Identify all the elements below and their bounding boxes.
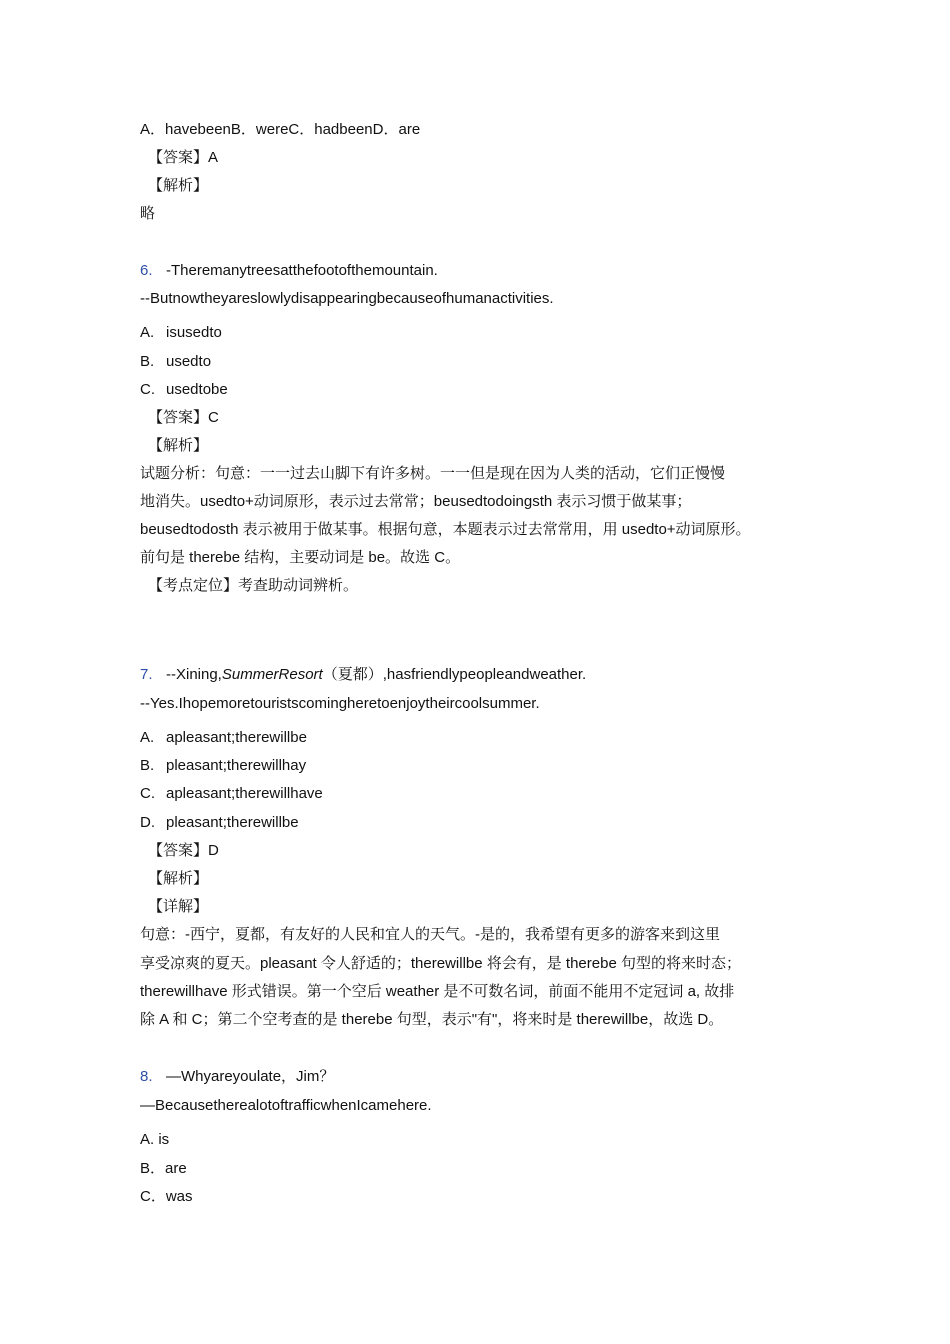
q8-option-b: B．are — [140, 1160, 187, 1177]
q8-option-c: C．was — [140, 1188, 193, 1205]
q6-explanation-line3: beusedtodosth 表示被用于做某事。根据句意，本题表示过去常常用，用 usedto+动词原形。 — [140, 521, 751, 538]
q7-option-c-text: apleasant;therewillhave — [166, 785, 323, 802]
q6-option-c-text: usedtobe — [166, 381, 228, 398]
q7-number: 7. — [140, 666, 153, 683]
q5-answer: 【答案】A — [148, 149, 219, 166]
q7-option-c-label: C. — [140, 785, 155, 802]
q6-explanation-line2: 地消失。usedto+动词原形，表示过去常常；beusedtodoingsth 表示习惯于做某事； — [140, 493, 692, 510]
q7-analysis-label: 【解析】 — [148, 870, 209, 887]
q6-stem-line1 — [140, 261, 438, 281]
q7-explanation-line4: 除 A 和 C；第二个空考查的是 therebe 句型，表示"有"，将来时是 therewillbe，故选 D。 — [140, 1011, 724, 1028]
q6-option-a-label: A. — [140, 324, 155, 341]
q7-option-a-text: apleasant;therewillbe — [166, 729, 307, 746]
q7-option-b-label: B. — [140, 757, 155, 774]
q6-option-a — [140, 323, 222, 343]
q5-options-line: A．havebeenB．wereC．hadbeenD．are — [140, 121, 421, 138]
q6-stem-line2: --Butnowtheyareslowlydisappearingbecauseofhumanactivities. — [140, 290, 554, 307]
q7-stem-part-b: （夏都）,hasfriendlypeopleandweather. — [322, 666, 587, 683]
q6-option-b — [140, 352, 211, 372]
q7-option-a — [140, 728, 307, 748]
q6-option-b-text: usedto — [166, 353, 212, 370]
q6-option-c-label: C. — [140, 381, 155, 398]
q6-explanation-line1: 试题分析：句意：一一过去山脚下有许多树。一一但是现在因为人类的活动，它们正慢慢 — [140, 465, 726, 482]
q5-analysis-label: 【解析】 — [148, 177, 209, 194]
q7-detail-label: 【详解】 — [148, 898, 209, 915]
q6-option-c — [140, 380, 228, 400]
q8-number: 8. — [140, 1068, 153, 1085]
q7-option-d-text: pleasant;therewillbe — [166, 814, 299, 831]
q7-stem-line2: --Yes.Ihopemoretouristscomingheretoenjoytheircoolsummer. — [140, 695, 540, 712]
q6-kaodian: 【考点定位】考查助动词辨析。 — [148, 577, 359, 594]
q6-option-a-text: isusedto — [166, 324, 222, 341]
q7-answer: 【答案】D — [148, 842, 219, 859]
q6-number: 6. — [140, 262, 153, 279]
q8-stem-line2: —BecausetherealotoftrafficwhenIcamehere. — [140, 1097, 432, 1114]
q7-stem-italic: SummerResort — [221, 666, 323, 683]
q7-option-d — [140, 813, 299, 833]
q7-option-b-text: pleasant;therewillhay — [166, 757, 307, 774]
q6-option-b-label: B. — [140, 353, 155, 370]
q7-explanation-line2: 享受凉爽的夏天。pleasant 令人舒适的；therewillbe 将会有，是 therebe 句型的将来时态； — [140, 955, 741, 972]
q6-stem-text: -Theremanytreesatthefootofthemountain. — [166, 262, 438, 279]
q7-stem-line1 — [140, 665, 586, 685]
q7-option-c — [140, 784, 323, 804]
q7-explanation-line3: therewillhave 形式错误。第一个空后 weather 是不可数名词，前面不能用不定冠词 a, 故排 — [140, 983, 735, 1000]
q5-analysis-text: 略 — [140, 205, 156, 222]
q8-stem-line1 — [140, 1067, 334, 1087]
q6-explanation-line4: 前句是 therebe 结构，主要动词是 be。故选 C。 — [140, 549, 461, 566]
q7-stem-part-a: --Xining, — [166, 666, 222, 683]
q7-option-a-label: A. — [140, 729, 155, 746]
q7-option-b — [140, 756, 306, 776]
q8-option-a: A. is — [140, 1131, 170, 1148]
q8-stem-text: —Whyareyoulate，Jim？ — [166, 1068, 335, 1085]
q7-option-d-label: D. — [140, 814, 155, 831]
q7-explanation-line1: 句意：-西宁，夏都，有友好的人民和宜人的天气。-是的，我希望有更多的游客来到这里 — [140, 926, 720, 943]
q6-analysis-label: 【解析】 — [148, 437, 209, 454]
q6-answer: 【答案】C — [148, 409, 219, 426]
